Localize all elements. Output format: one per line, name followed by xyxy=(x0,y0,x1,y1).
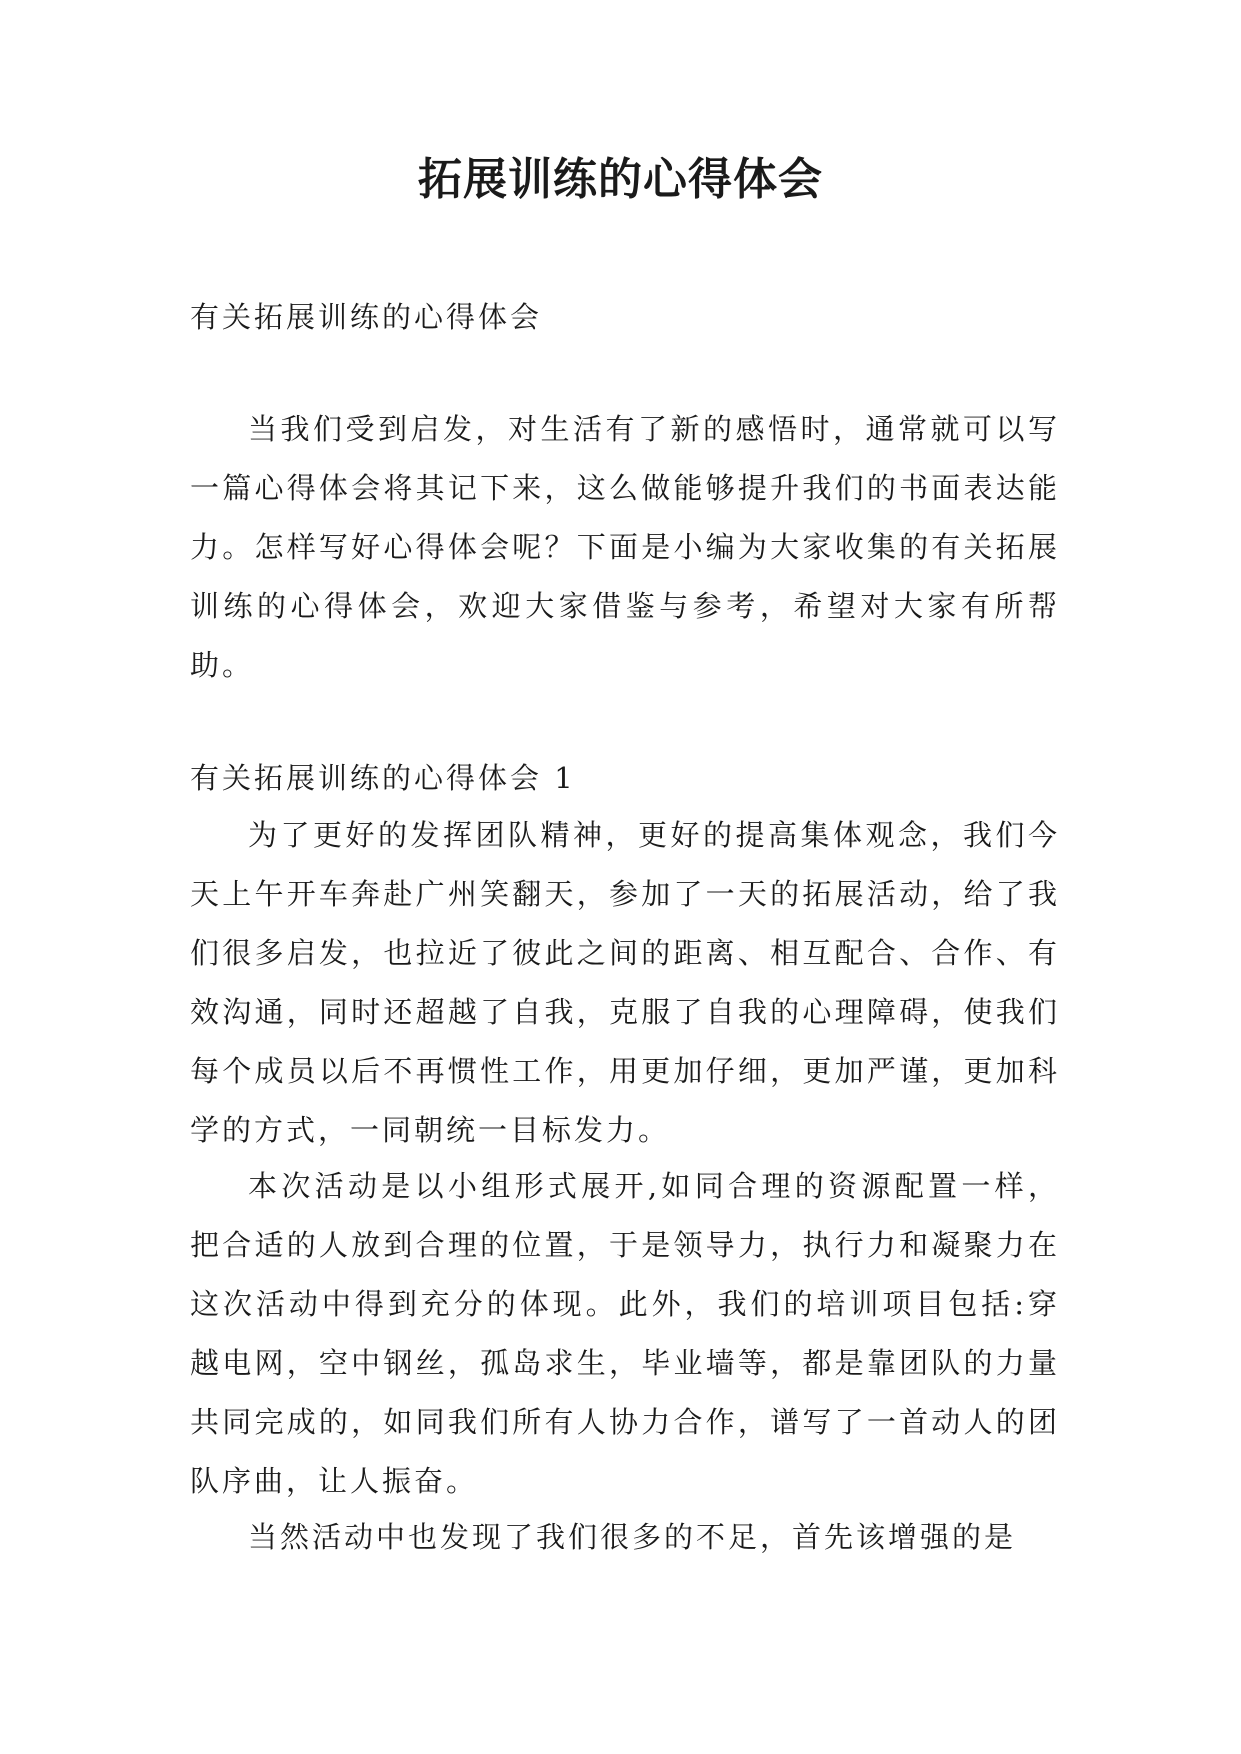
section-heading: 有关拓展训练的心得体会 1 xyxy=(190,761,576,795)
intro-paragraph: 当我们受到启发，对生活有了新的感悟时，通常就可以写一篇心得体会将其记下来，这么做能够提升我们的书面表达能力。怎样写好心得体会呢？下面是小编为大家收集的有关拓展训练的心得体会，欢迎大家借鉴与参考，希望对大家有所帮助。 xyxy=(190,412,1060,682)
document-subtitle: 有关拓展训练的心得体会 xyxy=(190,300,543,334)
body-paragraph-1: 为了更好的发挥团队精神，更好的提高集体观念，我们今天上午开车奔赴广州笑翻天，参加了一天的拓展活动，给了我们很多启发，也拉近了彼此之间的距离、相互配合、合作、有效沟通，同时还超越了自我，克服了自我的心理障碍，使我们每个成员以后不再惯性工作，用更加仔细，更加严谨，更加科学的方式，一同朝统一目标发力。 xyxy=(190,818,1060,1147)
document-title: 拓展训练的心得体会 xyxy=(418,154,823,205)
body-paragraph-3: 当然活动中也发现了我们很多的不足，首先该增强的是 xyxy=(248,1520,1017,1554)
body-paragraph-2: 本次活动是以小组形式展开,如同合理的资源配置一样，把合适的人放到合理的位置，于是领导力，执行力和凝聚力在这次活动中得到充分的体现。此外，我们的培训项目包括:穿越电网，空中钢丝，孤岛求生，毕业墙等，都是靠团队的力量共同完成的，如同我们所有人协力合作，谱写了一首动人的团队序曲，让人振奋。 xyxy=(190,1169,1060,1498)
